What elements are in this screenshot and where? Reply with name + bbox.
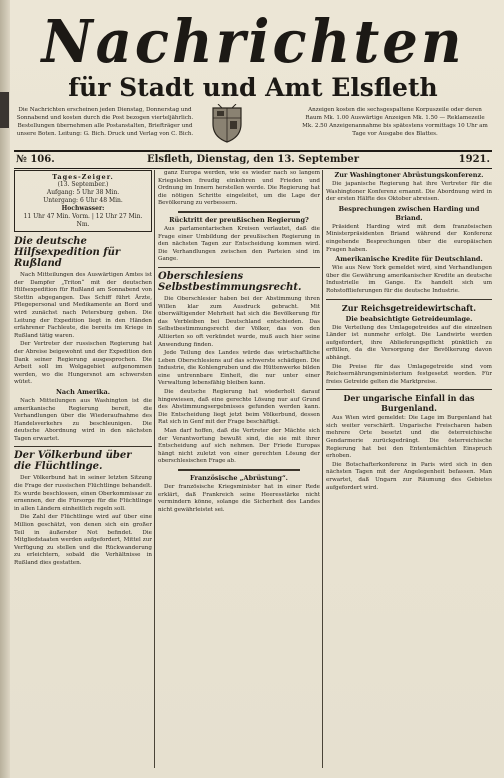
issue-number: № 106. bbox=[16, 154, 55, 165]
column-rule bbox=[154, 170, 155, 768]
article-paragraph: Nach Mitteilungen aus Washington ist die amerikanische Regierung bereit, die Verhandlungen über die Wiederaufnahme des Handelsverkehrs zu beschleunigen. Die deutsche Abordnung wird in den nächsten Tagen erwartet. bbox=[14, 397, 152, 442]
article-paragraph: Aus Wien wird gemeldet: Die Lage im Burgenland hat sich weiter verschärft. Ungarische Freischaren haben mehrere Orte besetzt und die österreichische Gendarmerie zurückgedrängt. Die österreichische Regierung hat bei den Ententemächten Einspruch erhoben. bbox=[326, 415, 492, 460]
place-date: Elsfleth, Dienstag, den 13. September bbox=[146, 154, 360, 165]
article-paragraph: Die Oberschlesier haben bei der Abstimmung ihren Willen klar zum Ausdruck gebracht. Mit überwältigender Mehrheit hat sich die Bevölkerung für das Verbleiben bei Deutschland entschieden. Das Selbstbestimmungsrecht der Völker, das von den Alliierten so oft verkündet wurde, muß auch hier seine Anwendung finden. bbox=[158, 295, 320, 348]
article-paragraph: Jede Teilung des Landes würde das wirtschaftliche Leben Oberschlesiens auf das schwerste schädigen. Die Industrie, die Kohlengruben und die Hüttenwerke bilden eine untrennbare Einheit, die nur unter einer Verwaltung lebensfähig bleiben kann. bbox=[158, 350, 320, 387]
column-rule bbox=[322, 170, 323, 768]
article-paragraph: Die Preise für das Umlagegetreide sind vom Reichsernährungsministerium festgesetzt worden. Für freies Getreide gelten die Marktpreise. bbox=[326, 363, 492, 385]
article-paragraph: Der französische Kriegsminister hat in einer Rede erklärt, daß Frankreich seine Heeresstärke nicht vermindern könne, solange die Sicherheit des Landes nicht gewährleistet sei. bbox=[158, 484, 320, 513]
divider bbox=[178, 211, 300, 213]
masthead bbox=[16, 7, 490, 102]
binding-tab bbox=[0, 92, 9, 128]
subscription-info: Die Nachrichten erscheinen jeden Dienstag, Donnerstag und Sonnabend und kosten durch die Post bezogen vierteljährlich. Bestellungen übernehmen alle Postanstalten, Briefträger und unsere Boten. Leitung: G. Bich. Druck und Verlag von C. Bich. bbox=[16, 107, 194, 137]
article-paragraph: Der Vertreter der russischen Regierung hat der Abreise beigewohnt und der Expedition den Dank seiner Regierung ausgesprochen. Die Arbeit soll im Wolgagebiet aufgenommen werden, wo die Hungersnot am schwersten wütet. bbox=[14, 341, 152, 386]
masthead-subtitle: für Stadt und Amt Elsfleth bbox=[68, 73, 438, 102]
tages-zeiger-title: Tages-Zeiger. bbox=[52, 173, 114, 181]
divider bbox=[158, 267, 320, 268]
advertising-info: Anzeigen kosten die sechsgespaltene Korpuszeile oder deren Raum Mk. 1.00 Auswärtige Anzeigen Mk. 1.50 — Reklamezeile Mk. 2.50 Anzeigenannahme bis spätestens vormittags 10 Uhr am Tage vor Ausgabe des Blattes. bbox=[302, 107, 488, 137]
article-heading: Die deutsche Hilfsexpedition für Rußland bbox=[14, 236, 121, 269]
sunset-line: Untergang: 6 Uhr 48 Min. bbox=[43, 197, 123, 204]
article-paragraph: Wie aus New York gemeldet wird, sind Verhandlungen über die Gewährung amerikanischer Kredite an deutsche Industrielle im Gange. Es handelt sich um Rohstofflieferungen für die deutsche Industrie. bbox=[326, 265, 492, 294]
high-water-times: 11 Uhr 47 Min. Vorm. | 12 Uhr 27 Min. Nm. bbox=[23, 213, 143, 228]
article-heading: Zur Reichsgetreidewirtschaft. bbox=[341, 302, 477, 313]
dateline-bar bbox=[14, 150, 492, 169]
article-paragraph: Die japanische Regierung hat ihre Vertreter für die Washingtoner Konferenz ernannt. Die Abordnung wird in der ersten Hälfte des Oktober abreisen. bbox=[326, 181, 492, 203]
issue-year: 1921. bbox=[458, 154, 490, 165]
divider bbox=[178, 469, 300, 471]
coat-of-arms-icon bbox=[210, 104, 244, 144]
article-heading: Der Völkerbund über die Flüchtlinge. bbox=[14, 450, 132, 473]
article-heading: Französische „Abrüstung“. bbox=[190, 474, 288, 482]
article-paragraph: Nach Mitteilungen des Auswärtigen Amtes ist der Dampfer „Triton“ mit der deutschen Hilfsexpedition für Rußland am Sonnabend von Stettin abgegangen. Das Schiff führt Ärzte, Pflegepersonal und Medikamente an Bord und wird zunächst nach Petersburg gehen. Die Leitung der Expedition liegt in den Händen erfahrener Fachleute, die bereits im Kriege in Rußland tätig waren. bbox=[14, 272, 152, 339]
article-heading: Nach Amerika. bbox=[55, 387, 111, 396]
divider bbox=[14, 446, 152, 447]
article-heading: Zur Washingtoner Abrüstungskonferenz. bbox=[334, 171, 484, 179]
article-paragraph: Man darf hoffen, daß die Vertreter der Mächte sich der Verantwortung bewußt sind, die sie mit ihrer Entscheidung auf sich nehmen. Der Friede Europas hängt nicht zuletzt von einer gerechten Lösung der oberschlesischen Frage ab. bbox=[158, 428, 320, 465]
article-paragraph: Die deutsche Regierung hat wiederholt darauf hingewiesen, daß eine gerechte Lösung nur auf Grund des Abstimmungsergebnisses gefunden werden kann. Die Entscheidung liegt jetzt beim Völkerbund, dessen Rat sich in Genf mit der Frage beschäftigt. bbox=[158, 389, 320, 426]
article-paragraph: Aus parlamentarischen Kreisen verlautet, daß die Frage einer Umbildung der preußischen Regierung in den nächsten Tagen zur Entscheidung kommen wird. Die Verhandlungen zwischen den Parteien sind im Gange. bbox=[158, 225, 320, 263]
article-paragraph: Die Zahl der Flüchtlinge wird auf über eine Million geschätzt, von denen sich ein großer Teil in äußerster Not befindet. Die Mitgliedstaaten werden aufgefordert, Mittel zur Verfügung zu stellen und die Rückwanderung zu erleichtern, sobald die Verhältnisse in Rußland dies gestatten. bbox=[14, 514, 152, 566]
article-paragraph: Die Verteilung des Umlagegetreides auf die einzelnen Länder ist nunmehr erfolgt. Die Landwirte werden aufgefordert, ihre Ablieferungspflicht pünktlich zu erfüllen, da die Versorgung der Bevölkerung davon abhängt. bbox=[326, 324, 492, 361]
article-heading: Der ungarische Einfall in das Burgenland. bbox=[343, 393, 475, 414]
divider bbox=[326, 389, 492, 390]
masthead-title: Nachrichten bbox=[41, 7, 465, 77]
article-subheading: Die beabsichtigte Getreideumlage. bbox=[345, 314, 473, 323]
column-3 bbox=[326, 170, 492, 770]
article-heading: Rücktritt der preußischen Regierung? bbox=[169, 215, 309, 224]
article-heading: Besprechungen zwischen Harding und Briand. bbox=[338, 204, 480, 222]
tages-zeiger-date: (13. September.) bbox=[57, 181, 109, 188]
article-paragraph: Der Völkerbund hat in seiner letzten Sitzung die Frage der russischen Flüchtlinge behandelt. Es wurde beschlossen, einen Oberkommissar zu ernennen, der die Fürsorge für die Flüchtlinge in allen Ländern einheitlich regeln soll. bbox=[14, 475, 152, 512]
sunrise-line: Aufgang: 5 Uhr 38 Min. bbox=[46, 189, 120, 196]
article-paragraph: Die Botschafterkonferenz in Paris wird sich in den nächsten Tagen mit der Angelegenheit befassen. Man erwartet, daß Ungarn zur Räumung des Gebietes aufgefordert wird. bbox=[326, 461, 492, 491]
article-paragraph: ganz Europa werden, wie es wieder nach so langem Kriegsleben freudig einkehren und Frieden und Ordnung im Innern herstellen werde. Die Regierung hat die nötigen Schritte eingeleitet, um die Lage der Bevölkerung zu verbessern. bbox=[158, 170, 320, 207]
divider bbox=[326, 299, 492, 300]
tages-zeiger-box bbox=[14, 170, 152, 232]
high-water-label: Hochwasser: bbox=[61, 205, 105, 212]
article-paragraph: Präsident Harding wird mit dem französischen Ministerpräsidenten Briand während der Konferenz eingehende Besprechungen über die europäischen Fragen haben. bbox=[326, 223, 492, 253]
article-heading: Oberschlesiens Selbstbestimmungsrecht. bbox=[158, 270, 302, 293]
article-heading: Amerikanische Kredite für Deutschland. bbox=[335, 255, 483, 264]
column-2 bbox=[158, 170, 320, 770]
column-1 bbox=[14, 170, 152, 770]
